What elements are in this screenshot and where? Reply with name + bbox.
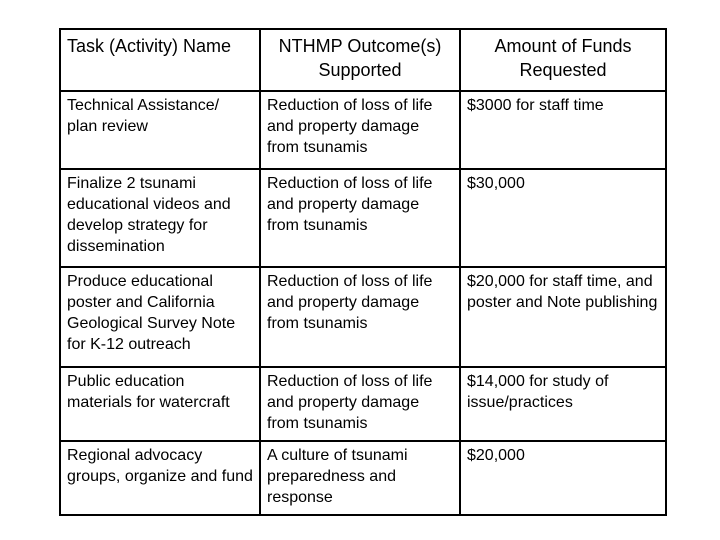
task-cell: Regional advocacy groups, organize and fund [60, 441, 260, 515]
amount-cell: $30,000 [460, 169, 666, 267]
task-cell: Technical Assistance/ plan review [60, 91, 260, 169]
task-cell: Finalize 2 tsunami educational videos and develop strategy for dissemination [60, 169, 260, 267]
task-cell: Public education materials for watercraft [60, 367, 260, 441]
table-row [60, 441, 666, 515]
table-header-row [60, 29, 666, 91]
outcome-cell: A culture of tsunami preparedness and response [260, 441, 460, 515]
outcome-cell: Reduction of loss of life and property damage from tsunamis [260, 169, 460, 267]
table-row [60, 367, 666, 441]
outcome-cell: Reduction of loss of life and property damage from tsunamis [260, 367, 460, 441]
amount-cell: $20,000 for staff time, and poster and Note publishing [460, 267, 666, 367]
header-amount: Amount of Funds Requested [460, 29, 666, 91]
task-cell: Produce educational poster and California Geological Survey Note for K-12 outreach [60, 267, 260, 367]
outcome-cell: Reduction of loss of life and property damage from tsunamis [260, 91, 460, 169]
header-outcomes: NTHMP Outcome(s) Supported [260, 29, 460, 91]
amount-cell: $3000 for staff time [460, 91, 666, 169]
outcome-cell: Reduction of loss of life and property damage from tsunamis [260, 267, 460, 367]
table-row [60, 91, 666, 169]
amount-cell: $14,000 for study of issue/practices [460, 367, 666, 441]
table-row [60, 267, 666, 367]
amount-cell: $20,000 [460, 441, 666, 515]
header-task-name: Task (Activity) Name [60, 29, 260, 91]
funding-table [59, 28, 667, 516]
table-row [60, 169, 666, 267]
